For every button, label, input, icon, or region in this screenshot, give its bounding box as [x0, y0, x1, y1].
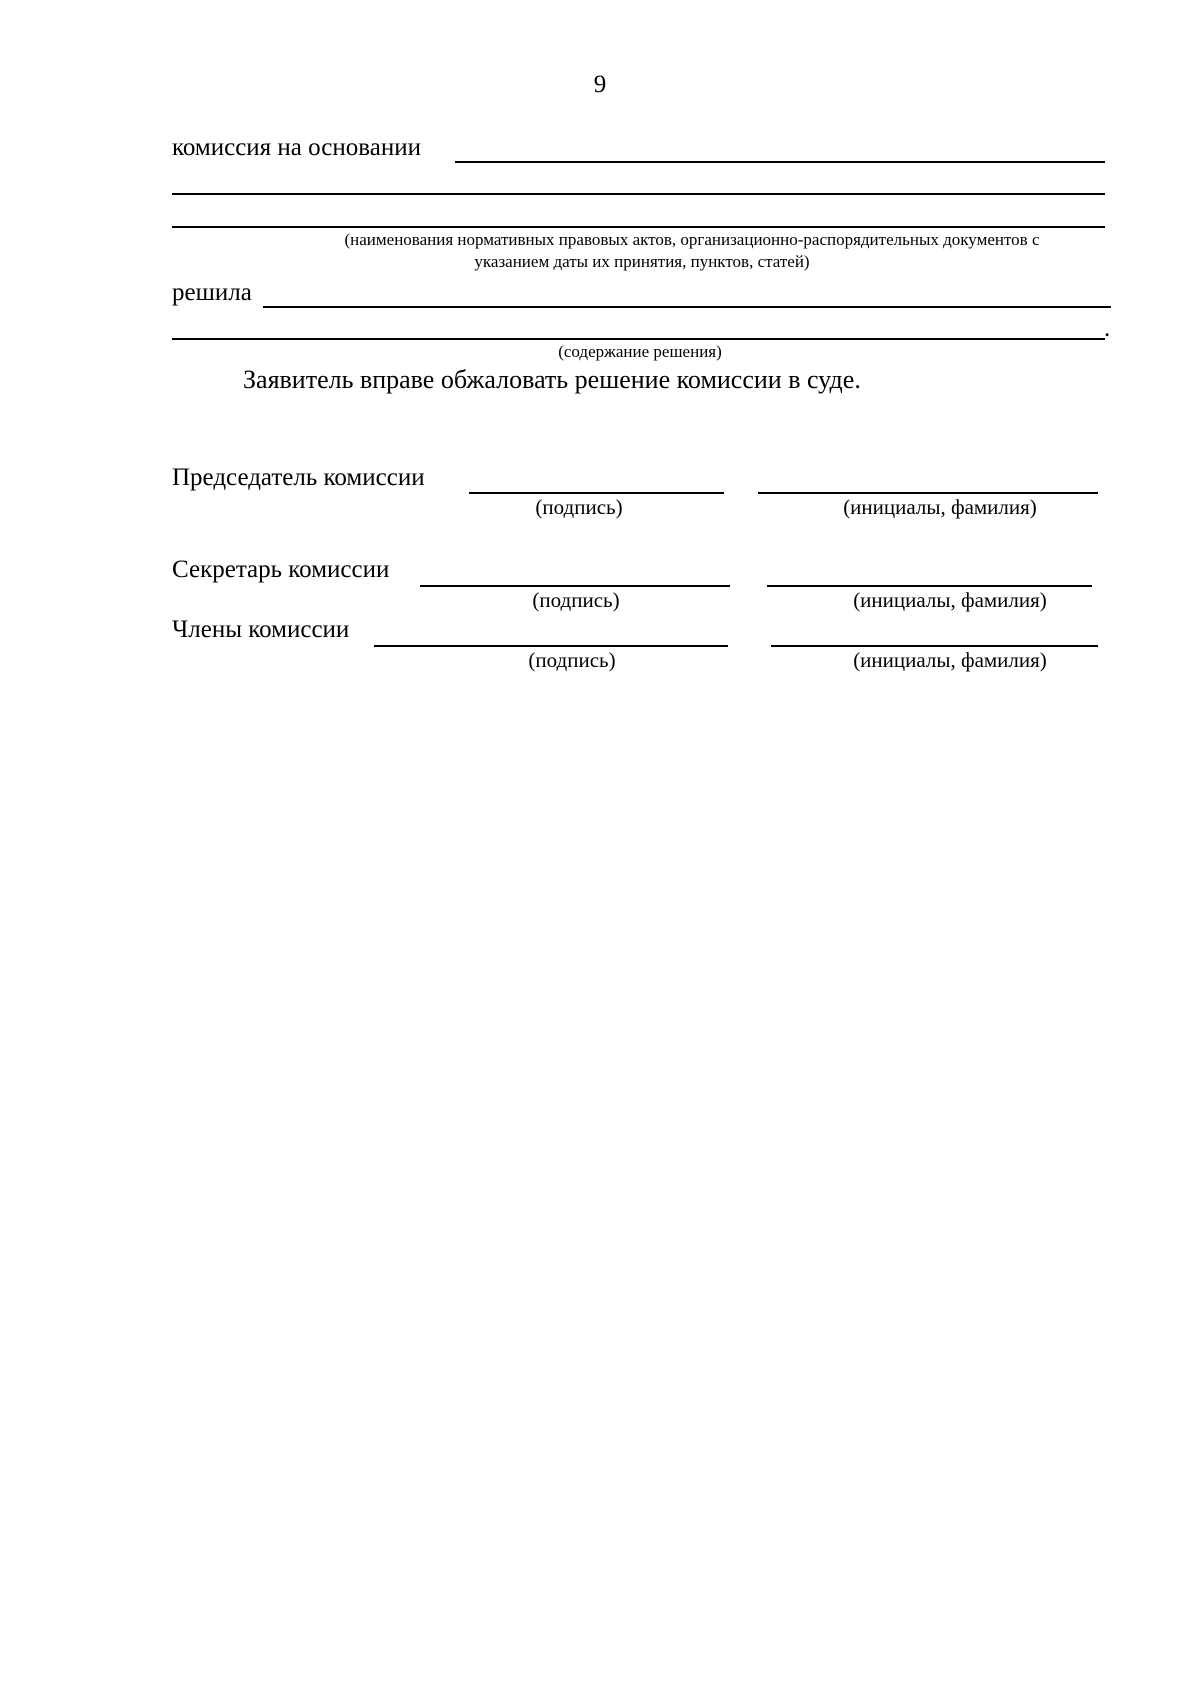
- basis-blank-line-1[interactable]: [455, 161, 1105, 163]
- basis-blank-line-2[interactable]: [172, 193, 1105, 195]
- chairman-name-line[interactable]: [758, 492, 1098, 494]
- members-signature-caption: (подпись): [528, 648, 616, 672]
- basis-blank-line-3[interactable]: [172, 226, 1105, 228]
- secretary-signature-line[interactable]: [420, 585, 730, 587]
- members-name-caption: (инициалы, фамилия): [853, 648, 1047, 672]
- members-signature-line[interactable]: [374, 645, 728, 647]
- decision-caption: (содержание решения): [558, 342, 722, 361]
- decision-blank-line-2[interactable]: [172, 338, 1105, 340]
- basis-caption-line-2: указанием даты их принятия, пунктов, статей): [474, 252, 810, 271]
- chairman-signature-caption: (подпись): [535, 495, 623, 519]
- members-label: Члены комиссии: [172, 616, 350, 643]
- chairman-label: Председатель комиссии: [172, 464, 425, 491]
- decision-label: решила: [172, 279, 252, 306]
- secretary-name-caption: (инициалы, фамилия): [853, 588, 1047, 612]
- chairman-name-caption: (инициалы, фамилия): [843, 495, 1037, 519]
- secretary-name-line[interactable]: [767, 585, 1092, 587]
- basis-label: комиссия на основании: [172, 134, 421, 161]
- decision-end-mark: .: [1104, 315, 1111, 342]
- appeal-text: Заявитель вправе обжаловать решение комиссии в суде.: [243, 365, 861, 394]
- page-number: 9: [593, 71, 607, 98]
- members-name-line[interactable]: [771, 645, 1098, 647]
- basis-caption-line-1: (наименования нормативных правовых актов, организационно-распорядительных документов с: [344, 230, 1040, 249]
- secretary-signature-caption: (подпись): [532, 588, 620, 612]
- decision-blank-line-1[interactable]: [263, 306, 1111, 308]
- secretary-label: Секретарь комиссии: [172, 556, 390, 583]
- chairman-signature-line[interactable]: [469, 492, 724, 494]
